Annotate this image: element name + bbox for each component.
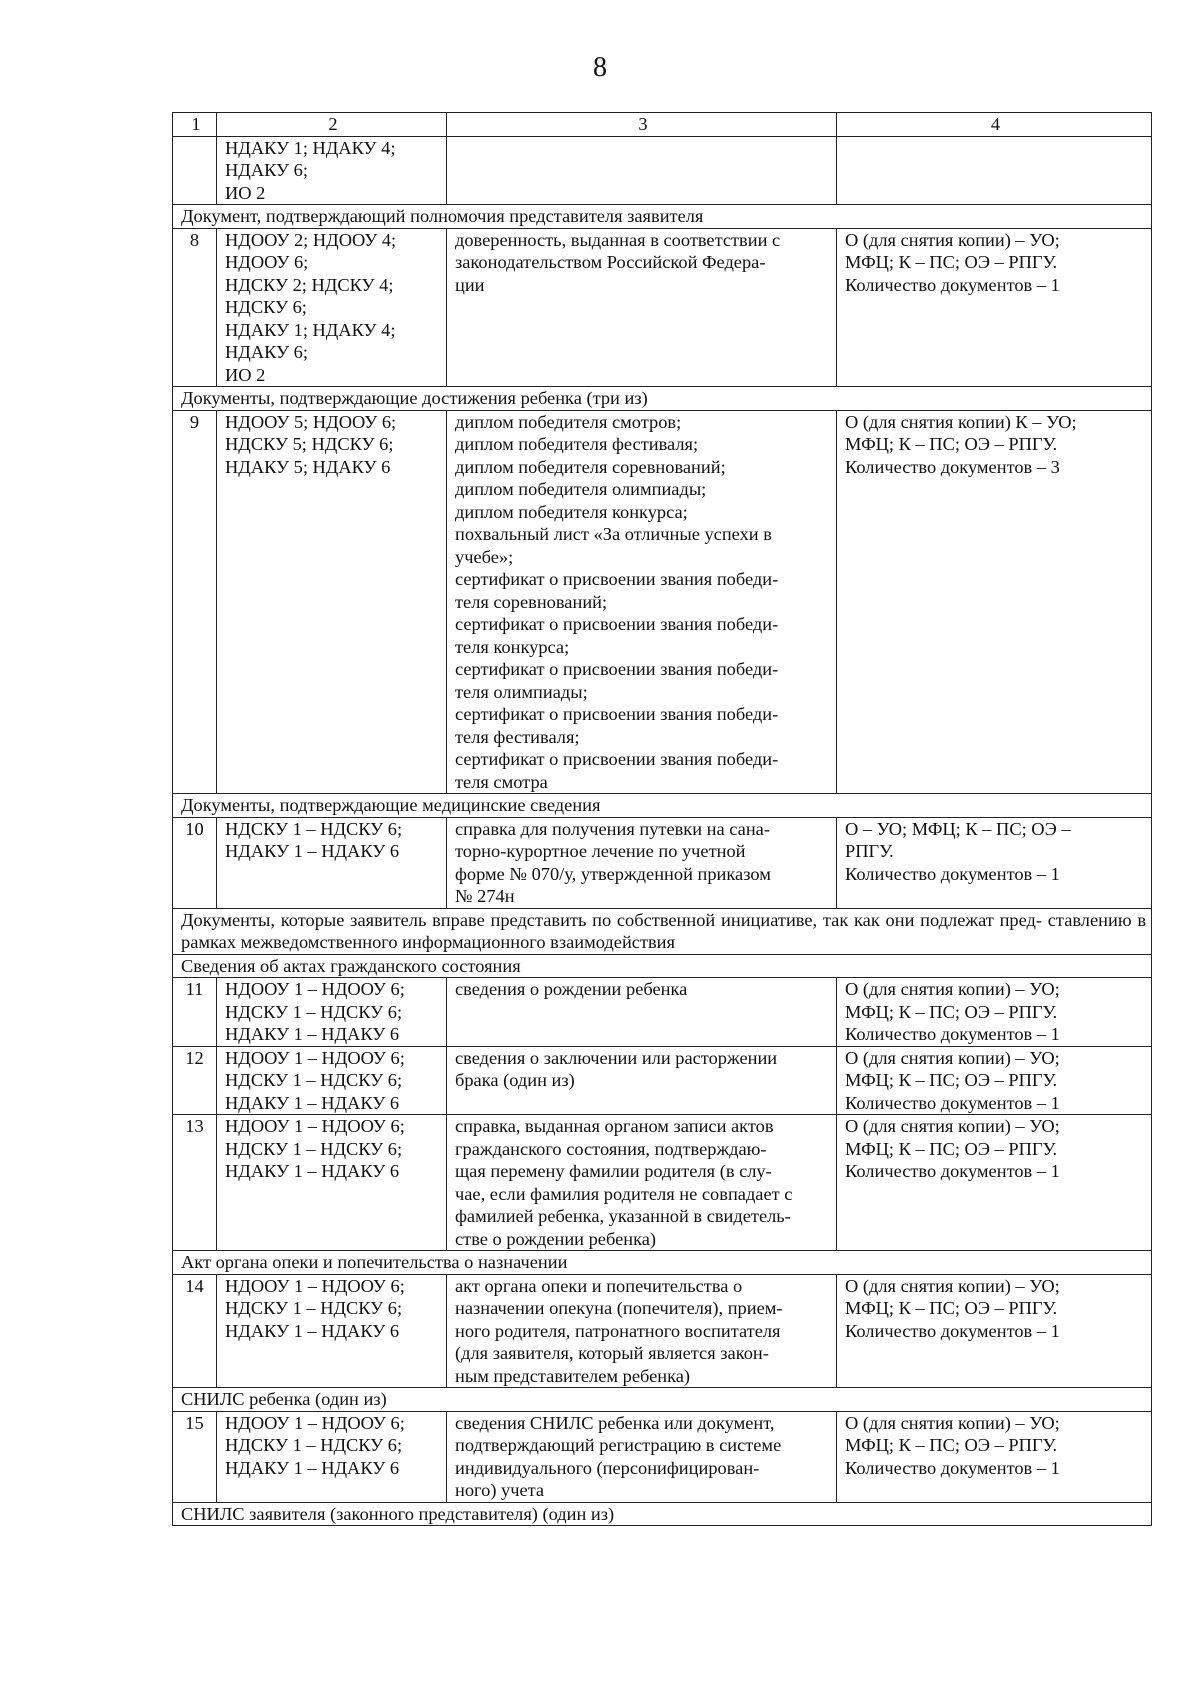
cell-line: МФЦ; К – ПС; ОЭ – РПГУ. xyxy=(845,252,1058,272)
cell-line: НДСКУ 5; НДСКУ 6; xyxy=(225,434,394,454)
cell-line: ным представителем ребенка) xyxy=(455,1365,691,1386)
cell-line: похвальный лист «За отличные успехи в xyxy=(455,524,772,544)
cell-line: теля фестиваля; xyxy=(455,726,580,747)
submission-method-cell xyxy=(837,228,1152,387)
cell-line: ции xyxy=(455,274,485,295)
documents-table-body xyxy=(173,113,1152,1526)
cell-line: НДСКУ 1 – НДСКУ 6; xyxy=(225,1138,403,1159)
cell-line: НДСКУ 1 – НДСКУ 6; xyxy=(225,1298,403,1318)
document-name-cell xyxy=(447,410,837,794)
cell-line: Количество документов – 1 xyxy=(845,1024,1060,1044)
section-row xyxy=(173,794,1152,818)
cell-line: сертификат о присвоении звания победи- xyxy=(455,749,779,769)
cell-line: НДАКУ 1; НДАКУ 4; xyxy=(225,137,396,158)
cell-line: НДООУ 2; НДООУ 4; xyxy=(225,229,397,250)
cell-line: РПГУ. xyxy=(845,841,894,861)
cell-line: законодательством Российской Федера- xyxy=(455,252,766,272)
header-cell: 2 xyxy=(217,113,447,137)
document-name-cell xyxy=(447,978,837,1047)
cell-line: чае, если фамилия родителя не совпадает с xyxy=(455,1183,793,1204)
submission-method-cell xyxy=(837,1274,1152,1388)
table-row xyxy=(173,1046,1152,1115)
cell-line: ИО 2 xyxy=(225,182,266,203)
row-number: 13 xyxy=(173,1115,217,1251)
cell-line: диплом победителя соревнований; xyxy=(455,456,726,477)
applicant-codes-cell xyxy=(217,817,447,908)
applicant-codes-cell xyxy=(217,1046,447,1115)
applicant-codes-cell xyxy=(217,1274,447,1388)
cell-line: диплом победителя смотров; xyxy=(455,411,682,432)
section-title: СНИЛС ребенка (один из) xyxy=(173,1388,1152,1412)
cell-line: стве о рождении ребенка) xyxy=(455,1228,657,1249)
cell-line: теля соревнований; xyxy=(455,591,608,612)
cell-line: НДООУ 1 – НДООУ 6; xyxy=(225,979,405,999)
cell-line: диплом победителя конкурса; xyxy=(455,501,688,522)
section-row xyxy=(173,1388,1152,1412)
cell-line: НДООУ 1 – НДООУ 6; xyxy=(225,1412,405,1433)
section-title: Документы, подтверждающие медицинские сведения xyxy=(173,794,1152,818)
cell-line: сертификат о присвоении звания победи- xyxy=(455,569,779,589)
cell-line: НДАКУ 1 – НДАКУ 6 xyxy=(225,1092,400,1113)
table-row xyxy=(173,136,1152,205)
cell-line: НДАКУ 1 – НДАКУ 6 xyxy=(225,1161,400,1181)
row-number: 14 xyxy=(173,1274,217,1388)
document-name-cell xyxy=(447,228,837,387)
cell-line: брака (один из) xyxy=(455,1070,575,1090)
cell-line: НДАКУ 1 – НДАКУ 6 xyxy=(225,841,400,861)
header-cell: 1 xyxy=(173,113,217,137)
cell-line: НДСКУ 1 – НДСКУ 6; xyxy=(225,818,403,839)
cell-line: Количество документов – 3 xyxy=(845,456,1060,477)
cell-line: НДООУ 5; НДООУ 6; xyxy=(225,411,397,432)
submission-method-cell xyxy=(837,1411,1152,1502)
section-row xyxy=(173,1502,1152,1526)
cell-line: справка, выданная органом записи актов xyxy=(455,1116,774,1136)
cell-line: № 274н xyxy=(455,886,515,906)
row-number xyxy=(173,136,217,205)
row-number: 15 xyxy=(173,1411,217,1502)
cell-line: сертификат о присвоении звания победи- xyxy=(455,704,779,724)
cell-line: Количество документов – 1 xyxy=(845,274,1060,295)
cell-line: НДСКУ 2; НДСКУ 4; xyxy=(225,274,394,295)
cell-line: МФЦ; К – ПС; ОЭ – РПГУ. xyxy=(845,1001,1058,1022)
section-title: Акт органа опеки и попечительства о назначении xyxy=(173,1251,1152,1275)
cell-line: сведения о рождении ребенка xyxy=(455,979,688,999)
cell-line: О (для снятия копии) К – УО; xyxy=(845,411,1077,432)
table-row xyxy=(173,817,1152,908)
section-row xyxy=(173,954,1152,978)
cell-line: ного) учета xyxy=(455,1480,545,1500)
cell-line: учебе»; xyxy=(455,546,514,567)
cell-line: МФЦ; К – ПС; ОЭ – РПГУ. xyxy=(845,1435,1058,1455)
cell-line: ИО 2 xyxy=(225,364,266,385)
section-title: Документ, подтверждающий полномочия представителя заявителя xyxy=(173,205,1152,229)
table-header-row xyxy=(173,113,1152,137)
cell-line: МФЦ; К – ПС; ОЭ – РПГУ. xyxy=(845,1298,1058,1318)
cell-line: форме № 070/у, утвержденной приказом xyxy=(455,863,771,884)
cell-line: МФЦ; К – ПС; ОЭ – РПГУ. xyxy=(845,1138,1058,1159)
cell-line: НДСКУ 1 – НДСКУ 6; xyxy=(225,1070,403,1090)
section-title: Документы, подтверждающие достижения ребенка (три из) xyxy=(173,387,1152,411)
row-number: 11 xyxy=(173,978,217,1047)
cell-line: акт органа опеки и попечительства о xyxy=(455,1275,743,1296)
cell-line: подтверждающий регистрацию в системе xyxy=(455,1435,782,1455)
cell-line: О (для снятия копии) – УО; xyxy=(845,1116,1060,1136)
applicant-codes-cell xyxy=(217,136,447,205)
applicant-codes-cell xyxy=(217,228,447,387)
submission-method-cell xyxy=(837,136,1152,205)
table-row xyxy=(173,978,1152,1047)
applicant-codes-cell xyxy=(217,1411,447,1502)
table-row xyxy=(173,1115,1152,1251)
cell-line: О – УО; МФЦ; К – ПС; ОЭ – xyxy=(845,818,1071,839)
cell-line: НДАКУ 6; xyxy=(225,342,308,362)
table-row xyxy=(173,1411,1152,1502)
submission-method-cell xyxy=(837,1046,1152,1115)
cell-line: Количество документов – 1 xyxy=(845,1320,1060,1341)
row-number: 12 xyxy=(173,1046,217,1115)
cell-line: НДАКУ 1 – НДАКУ 6 xyxy=(225,1457,400,1478)
cell-line: гражданского состояния, подтверждаю- xyxy=(455,1138,767,1159)
cell-line: НДСКУ 1 – НДСКУ 6; xyxy=(225,1001,403,1022)
cell-line: щая перемену фамилии родителя (в слу- xyxy=(455,1161,772,1181)
cell-line: О (для снятия копии) – УО; xyxy=(845,979,1060,999)
document-name-cell xyxy=(447,1411,837,1502)
cell-line: НДООУ 1 – НДООУ 6; xyxy=(225,1116,405,1136)
documents-table xyxy=(172,112,1152,1526)
cell-line: Количество документов – 1 xyxy=(845,1092,1060,1113)
cell-line: НДАКУ 1 – НДАКУ 6 xyxy=(225,1024,400,1044)
section-title: СНИЛС заявителя (законного представителя) (один из) xyxy=(173,1502,1152,1526)
section-row xyxy=(173,1251,1152,1275)
cell-line: сертификат о присвоении звания победи- xyxy=(455,659,779,679)
cell-line: теля смотра xyxy=(455,771,548,792)
table-row xyxy=(173,228,1152,387)
submission-method-cell xyxy=(837,1115,1152,1251)
cell-line: НДАКУ 6; xyxy=(225,160,308,180)
cell-line: диплом победителя олимпиады; xyxy=(455,479,707,499)
document-name-cell xyxy=(447,817,837,908)
cell-line: НДАКУ 1 – НДАКУ 6 xyxy=(225,1320,400,1341)
row-number: 9 xyxy=(173,410,217,794)
cell-line: МФЦ; К – ПС; ОЭ – РПГУ. xyxy=(845,434,1058,454)
cell-line: сведения СНИЛС ребенка или документ, xyxy=(455,1412,775,1433)
header-cell: 4 xyxy=(837,113,1152,137)
cell-line: Количество документов – 1 xyxy=(845,1457,1060,1478)
applicant-codes-cell xyxy=(217,978,447,1047)
cell-line: НДООУ 1 – НДООУ 6; xyxy=(225,1047,405,1068)
submission-method-cell xyxy=(837,978,1152,1047)
cell-line: НДООУ 1 – НДООУ 6; xyxy=(225,1275,405,1296)
cell-line: торно-курортное лечение по учетной xyxy=(455,841,746,861)
table-row xyxy=(173,1274,1152,1388)
cell-line: теля конкурса; xyxy=(455,636,570,657)
cell-line: фамилией ребенка, указанной в свидетель- xyxy=(455,1206,791,1226)
row-number: 10 xyxy=(173,817,217,908)
cell-line: справка для получения путевки на сана- xyxy=(455,818,770,839)
cell-line: НДАКУ 5; НДАКУ 6 xyxy=(225,456,391,477)
cell-line: МФЦ; К – ПС; ОЭ – РПГУ. xyxy=(845,1070,1058,1090)
cell-line: НДАКУ 1; НДАКУ 4; xyxy=(225,319,396,340)
section-title: Сведения об актах гражданского состояния xyxy=(173,954,1152,978)
submission-method-cell xyxy=(837,817,1152,908)
section-row xyxy=(173,387,1152,411)
cell-line: сертификат о присвоении звания победи- xyxy=(455,614,779,634)
applicant-codes-cell xyxy=(217,1115,447,1251)
document-name-cell xyxy=(447,1274,837,1388)
submission-method-cell xyxy=(837,410,1152,794)
cell-line: О (для снятия копии) – УО; xyxy=(845,1275,1060,1296)
cell-line: ного родителя, патронатного воспитателя xyxy=(455,1320,781,1341)
applicant-codes-cell xyxy=(217,410,447,794)
cell-line: (для заявителя, который является закон- xyxy=(455,1343,769,1363)
document-name-cell xyxy=(447,136,837,205)
header-cell: 3 xyxy=(447,113,837,137)
cell-line: О (для снятия копии) – УО; xyxy=(845,1047,1060,1068)
cell-line: НДСКУ 6; xyxy=(225,297,307,317)
cell-line: Количество документов – 1 xyxy=(845,1161,1060,1181)
cell-line: сведения о заключении или расторжении xyxy=(455,1047,778,1068)
table-row xyxy=(173,410,1152,794)
cell-line: Количество документов – 1 xyxy=(845,863,1060,884)
cell-line: назначении опекуна (попечителя), прием- xyxy=(455,1298,783,1318)
cell-line: теля олимпиады; xyxy=(455,681,588,702)
page-number: 8 xyxy=(593,52,607,83)
section-row xyxy=(173,908,1152,954)
section-title: Документы, которые заявитель вправе представить по собственной инициативе, так как они подлежат пред- ставлению в рамках межведомственного информационного взаимодействия xyxy=(173,908,1152,954)
cell-line: НДСКУ 1 – НДСКУ 6; xyxy=(225,1435,403,1455)
cell-line: диплом победителя фестиваля; xyxy=(455,434,699,454)
section-row xyxy=(173,205,1152,229)
row-number: 8 xyxy=(173,228,217,387)
cell-line: НДООУ 6; xyxy=(225,252,309,272)
cell-line: О (для снятия копии) – УО; xyxy=(845,1412,1060,1433)
cell-line: индивидуального (персонифицирован- xyxy=(455,1457,760,1478)
cell-line: доверенность, выданная в соответствии с xyxy=(455,229,781,250)
document-name-cell xyxy=(447,1046,837,1115)
document-name-cell xyxy=(447,1115,837,1251)
cell-line: О (для снятия копии) – УО; xyxy=(845,229,1060,250)
